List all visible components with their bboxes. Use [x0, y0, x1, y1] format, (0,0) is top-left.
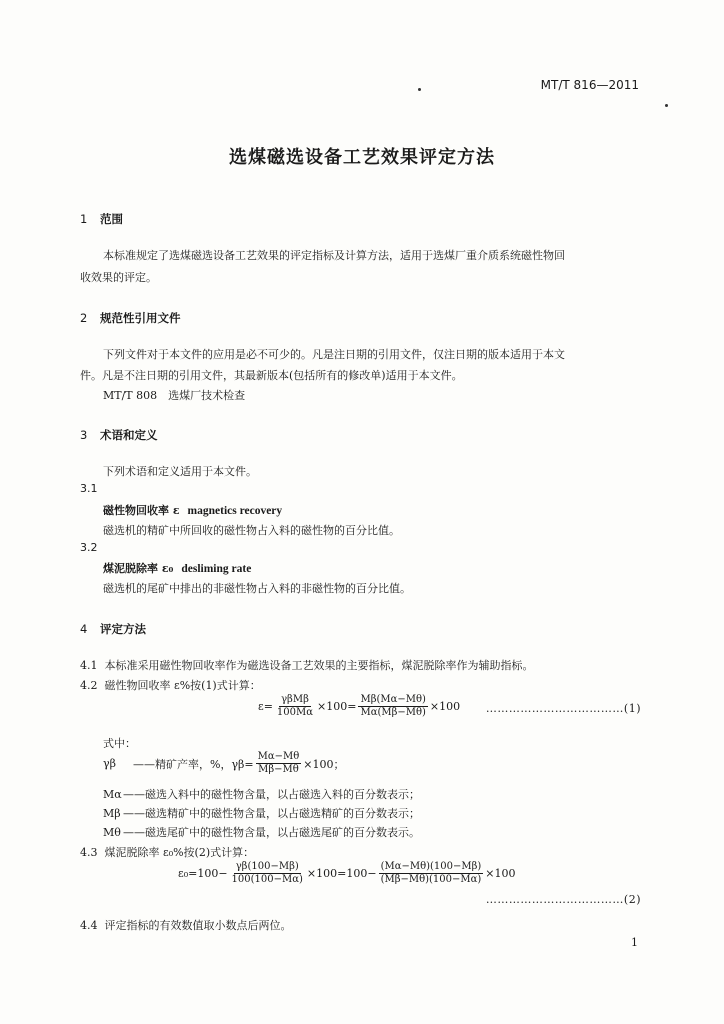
definition-text: ——精矿产率，%，γβ= — [133, 757, 254, 771]
clause-number: 4.3 — [80, 846, 98, 859]
denominator: 100Mα — [276, 707, 314, 718]
fraction — [379, 861, 484, 886]
definition-text: ——磁选精矿中的磁性物含量，以占磁选精矿的百分数表示； — [123, 807, 420, 820]
clause-4-4 — [80, 917, 292, 933]
section-title: 范围 — [100, 212, 123, 226]
term-heading — [103, 560, 251, 576]
section-2-heading — [80, 310, 181, 326]
section-4-heading — [80, 621, 146, 637]
denominator: Mβ−Mθ — [258, 764, 299, 775]
formula-mid: ×100=100− — [306, 867, 377, 880]
paragraph: 下列文件对于本文件的应用是必不可少的。凡是注日期的引用文件，仅注日期的版本适用于本文 — [103, 348, 565, 361]
normative-reference: MT/T 808 选煤厂技术检查 — [103, 389, 246, 402]
term-en: desliming rate — [181, 563, 252, 575]
paragraph: 收效果的评定。 — [80, 271, 157, 284]
equation-number-2: ………………………………(2) — [485, 893, 641, 906]
definition-mb — [103, 805, 420, 821]
formula-tail: ×100； — [303, 757, 345, 771]
fraction — [256, 751, 302, 776]
clause-text: 评定指标的有效数值取小数点后两位。 — [104, 919, 292, 932]
section-number: 4 — [80, 622, 88, 636]
formula-lhs: ε₀=100− — [178, 867, 228, 880]
fraction — [230, 861, 305, 886]
term-zh: 煤泥脱除率 ε₀ — [103, 562, 174, 575]
term-number: 3.2 — [80, 541, 98, 554]
formula-lhs: ε= — [258, 700, 273, 713]
clause-4-1 — [80, 657, 534, 673]
formula-tail: ×100 — [429, 700, 461, 713]
section-title: 术语和定义 — [100, 428, 158, 442]
definition-mt — [103, 824, 420, 840]
formula-tail: ×100 — [485, 867, 516, 880]
definition-gamma — [103, 751, 344, 776]
clause-text: 煤泥脱除率 ε₀%按(2)式计算： — [104, 846, 255, 859]
formula-mid: ×100= — [317, 700, 357, 713]
numerator: γβMβ — [281, 694, 309, 705]
symbol: γβ — [103, 757, 116, 770]
page-number: 1 — [631, 936, 638, 949]
paragraph: 件。凡是不注日期的引用文件，其最新版本(包括所有的修改单)适用于本文件。 — [80, 369, 463, 382]
page-title: 选煤磁选设备工艺效果评定方法 — [229, 147, 495, 168]
clause-text: 本标准采用磁性物回收率作为磁选设备工艺效果的主要指标，煤泥脱除率作为辅助指标。 — [104, 659, 534, 672]
symbol: Mθ — [103, 826, 121, 839]
section-number: 3 — [80, 428, 88, 442]
denominator: Mα(Mβ−Mθ) — [360, 707, 426, 718]
definition-ma — [103, 786, 420, 802]
symbol: Mα — [103, 788, 122, 801]
paragraph: 下列术语和定义适用于本文件。 — [103, 465, 257, 478]
clause-4-2 — [80, 677, 261, 693]
section-3-heading — [80, 427, 158, 443]
clause-4-3 — [80, 844, 254, 860]
section-title: 规范性引用文件 — [100, 311, 181, 325]
symbol: Mβ — [103, 807, 121, 820]
formula-2 — [178, 861, 516, 886]
term-en: magnetics recovery — [187, 505, 283, 517]
clause-number: 4.1 — [80, 659, 98, 672]
term-heading — [103, 502, 282, 518]
denominator: (Mβ−Mθ)(100−Mα) — [380, 874, 482, 885]
denominator: 100(100−Mα) — [231, 874, 303, 885]
term-number: 3.1 — [80, 482, 98, 495]
numerator: Mβ(Mα−Mθ) — [360, 694, 426, 705]
where-label: 式中： — [103, 737, 136, 750]
numerator: γβ(100−Mβ) — [235, 861, 299, 872]
definition-text: ——磁选入料中的磁性物含量，以占磁选入料的百分数表示； — [123, 788, 420, 801]
clause-number: 4.2 — [80, 679, 98, 692]
fraction — [358, 694, 427, 719]
scan-speck — [665, 104, 668, 107]
numerator: Mα−Mθ — [257, 751, 300, 762]
section-number: 2 — [80, 311, 88, 325]
scan-speck — [418, 88, 421, 91]
term-definition: 磁选机的精矿中所回收的磁性物占入料的磁性物的百分比值。 — [103, 524, 400, 537]
fraction — [275, 694, 315, 719]
definition-text: ——磁选尾矿中的磁性物含量，以占磁选尾矿的百分数表示。 — [123, 826, 420, 839]
term-zh: 磁性物回收率 ε — [103, 504, 180, 517]
paragraph: 本标准规定了选煤磁选设备工艺效果的评定指标及计算方法，适用于选煤厂重介质系统磁性物回 — [103, 249, 565, 262]
equation-number-1: ………………………………(1) — [485, 702, 641, 715]
section-title: 评定方法 — [100, 622, 146, 636]
doc-code: MT/T 816—2011 — [540, 78, 639, 92]
section-1-heading — [80, 211, 123, 227]
clause-number: 4.4 — [80, 919, 98, 932]
numerator: (Mα−Mθ)(100−Mβ) — [380, 861, 482, 872]
formula-1 — [258, 694, 460, 719]
term-definition: 磁选机的尾矿中排出的非磁性物占入料的非磁性物的百分比值。 — [103, 582, 411, 595]
section-number: 1 — [80, 212, 88, 226]
clause-text: 磁性物回收率 ε%按(1)式计算： — [104, 679, 261, 692]
